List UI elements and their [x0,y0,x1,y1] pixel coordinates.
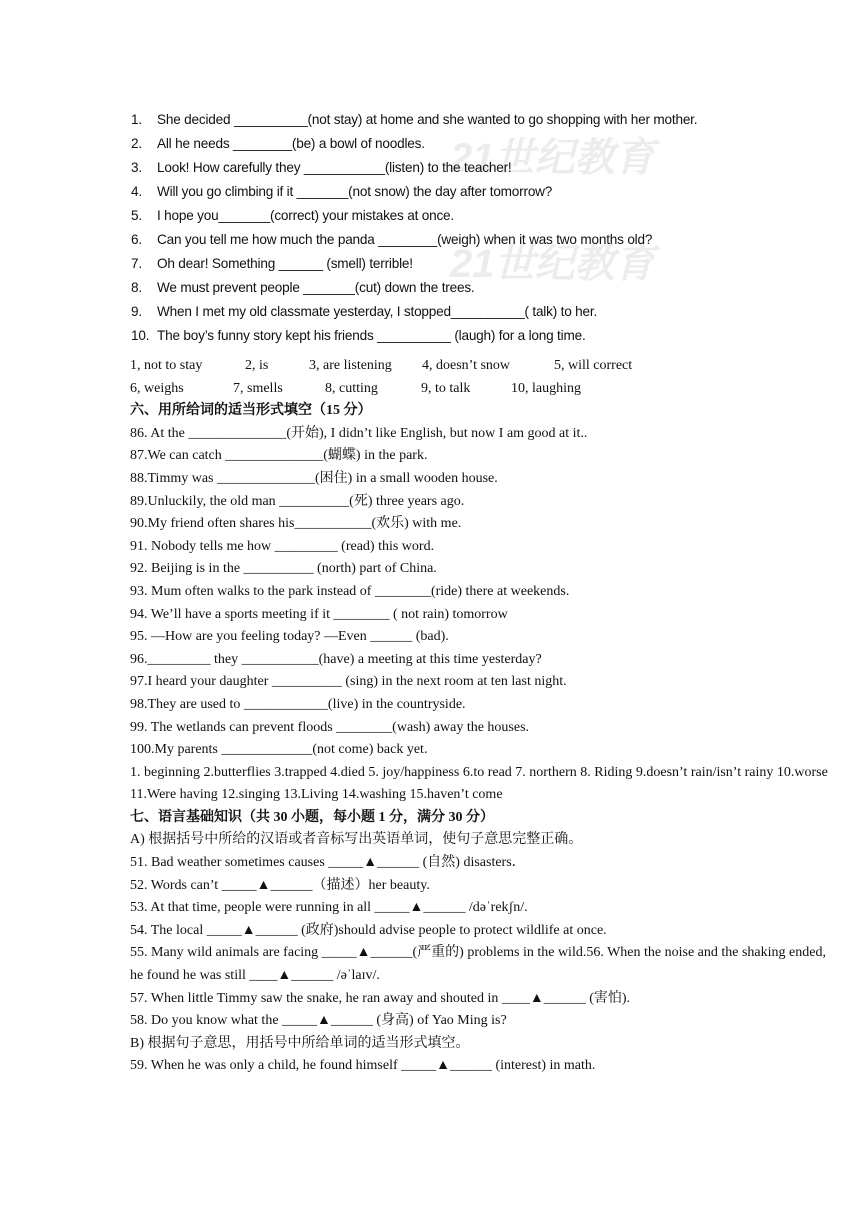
question-item: 97.I heard your daughter __________ (sing) in the next room at ten last night. [130,674,567,690]
answer-key: 1. beginning 2.butterflies 3.trapped 4.died 5. joy/happiness 6.to read 7. northern 8. Riding 9.doesn’t rain/isn’t rainy 10.worse 11.Were having 12.singing 13.Living 14.washing 15.haven’t come [130,764,828,803]
question-item: 58. Do you know what the _____▲______ (身高) of Yao Ming is? [130,1013,507,1029]
document-body [130,355,830,1078]
watermark: 21世纪教育 [450,242,655,286]
question-item: 55. Many wild animals are facing _____▲______(严重的) problems in the wild.56. When the noise and the shaking ended, he found he was still ____▲______ /əˈlaɪv/. [130,945,826,984]
question-item: 53. At that time, people were running in all _____▲______ /dəˈrekʃn/. [130,900,528,916]
numbered-exercise-list [131,108,851,348]
list-item: 7. Oh dear! Something ______ (smell) terrible! [131,256,413,271]
question-item: 99. The wetlands can prevent floods ________(wash) away the houses. [130,719,530,735]
question-item: 91. Nobody tells me how _________ (read) this word. [130,538,435,554]
answer-row [130,378,830,401]
answer-item: 5, will correct [554,358,633,373]
answer-item: 7, smells [233,380,283,396]
answer-row [130,355,830,378]
section-heading: 七、语言基础知识（共 30 小题，每小题 1 分，满分 30 分） [130,809,494,825]
subsection-heading: B) 根据句子意思，用括号中所给单词的适当形式填空。 [130,1035,470,1051]
list-item: 9. When I met my old classmate yesterday, I stopped__________( talk) to her. [131,304,598,319]
question-item: 94. We’ll have a sports meeting if it ________ ( not rain) tomorrow [130,606,508,622]
question-item: 100.My parents _____________(not come) back yet. [130,742,428,758]
question-item: 89.Unluckily, the old man __________(死) three years ago. [130,493,465,509]
list-item: 6. Can you tell me how much the panda ________(weigh) when it was two months old? [131,232,653,247]
question-item: 52. Words can’t _____▲______（描述）her beauty. [130,877,430,893]
list-item: 4. Will you go climbing if it _______(not snow) the day after tomorrow? [131,184,553,199]
question-item: 92. Beijing is in the __________ (north) part of China. [130,561,437,577]
list-item: 2. All he needs ________(be) a bowl of noodles. [131,136,425,151]
section-heading: 六、用所给词的适当形式填空（15 分） [130,403,372,419]
question-item: 90.My friend often shares his___________(欢乐) with me. [130,516,462,532]
list-item: 5. I hope you_______(correct) your mistakes at once. [131,208,454,223]
answer-item: 6, weighs [130,380,184,396]
question-item: 93. Mum often walks to the park instead of ________(ride) there at weekends. [130,583,570,599]
watermark: 21世纪教育 [450,136,655,180]
question-item: 95. —How are you feeling today? —Even ______ (bad). [130,629,449,645]
list-item: 8. We must prevent people _______(cut) down the trees. [131,280,475,295]
list-item: 1. She decided __________(not stay) at home and she wanted to go shopping with her mother. [131,112,698,127]
subsection-heading: A) 根据括号中所给的汉语或者音标写出英语单词，使句子意思完整正确。 [130,832,583,848]
answer-item: 10, laughing [511,380,581,396]
question-item: 51. Bad weather sometimes causes _____▲______ (自然) disasters． [130,855,526,871]
question-item: 98.They are used to ____________(live) in the countryside. [130,696,466,712]
answer-item: 2, is [245,358,269,373]
question-item: 88.Timmy was ______________(困住) in a small wooden house. [130,470,498,486]
question-item: 54. The local _____▲______ (政府)should advise people to protect wildlife at once. [130,922,607,938]
answer-item: 8, cutting [325,380,378,396]
question-item: 87.We can catch ______________(蝴蝶) in the park. [130,448,428,464]
question-item: 59. When he was only a child, he found himself _____▲______ (interest) in math. [130,1058,596,1074]
answer-item: 4, doesn’t snow [422,358,511,373]
list-item: 3. Look! How carefully they ___________(listen) to the teacher! [131,160,512,175]
question-item: 57. When little Timmy saw the snake, he ran away and shouted in ____▲______ (害怕). [130,990,631,1006]
question-item: 86. At the ______________(开始), I didn’t like English, but now I am good at it.. [130,425,588,441]
question-item: 96._________ they ___________(have) a meeting at this time yesterday? [130,651,542,667]
answer-item: 9, to talk [421,380,471,396]
list-item: 10. The boy’s funny story kept his friends __________ (laugh) for a long time. [131,328,586,343]
answer-item: 3, are listening [309,358,392,373]
answer-item: 1, not to stay [130,358,203,373]
